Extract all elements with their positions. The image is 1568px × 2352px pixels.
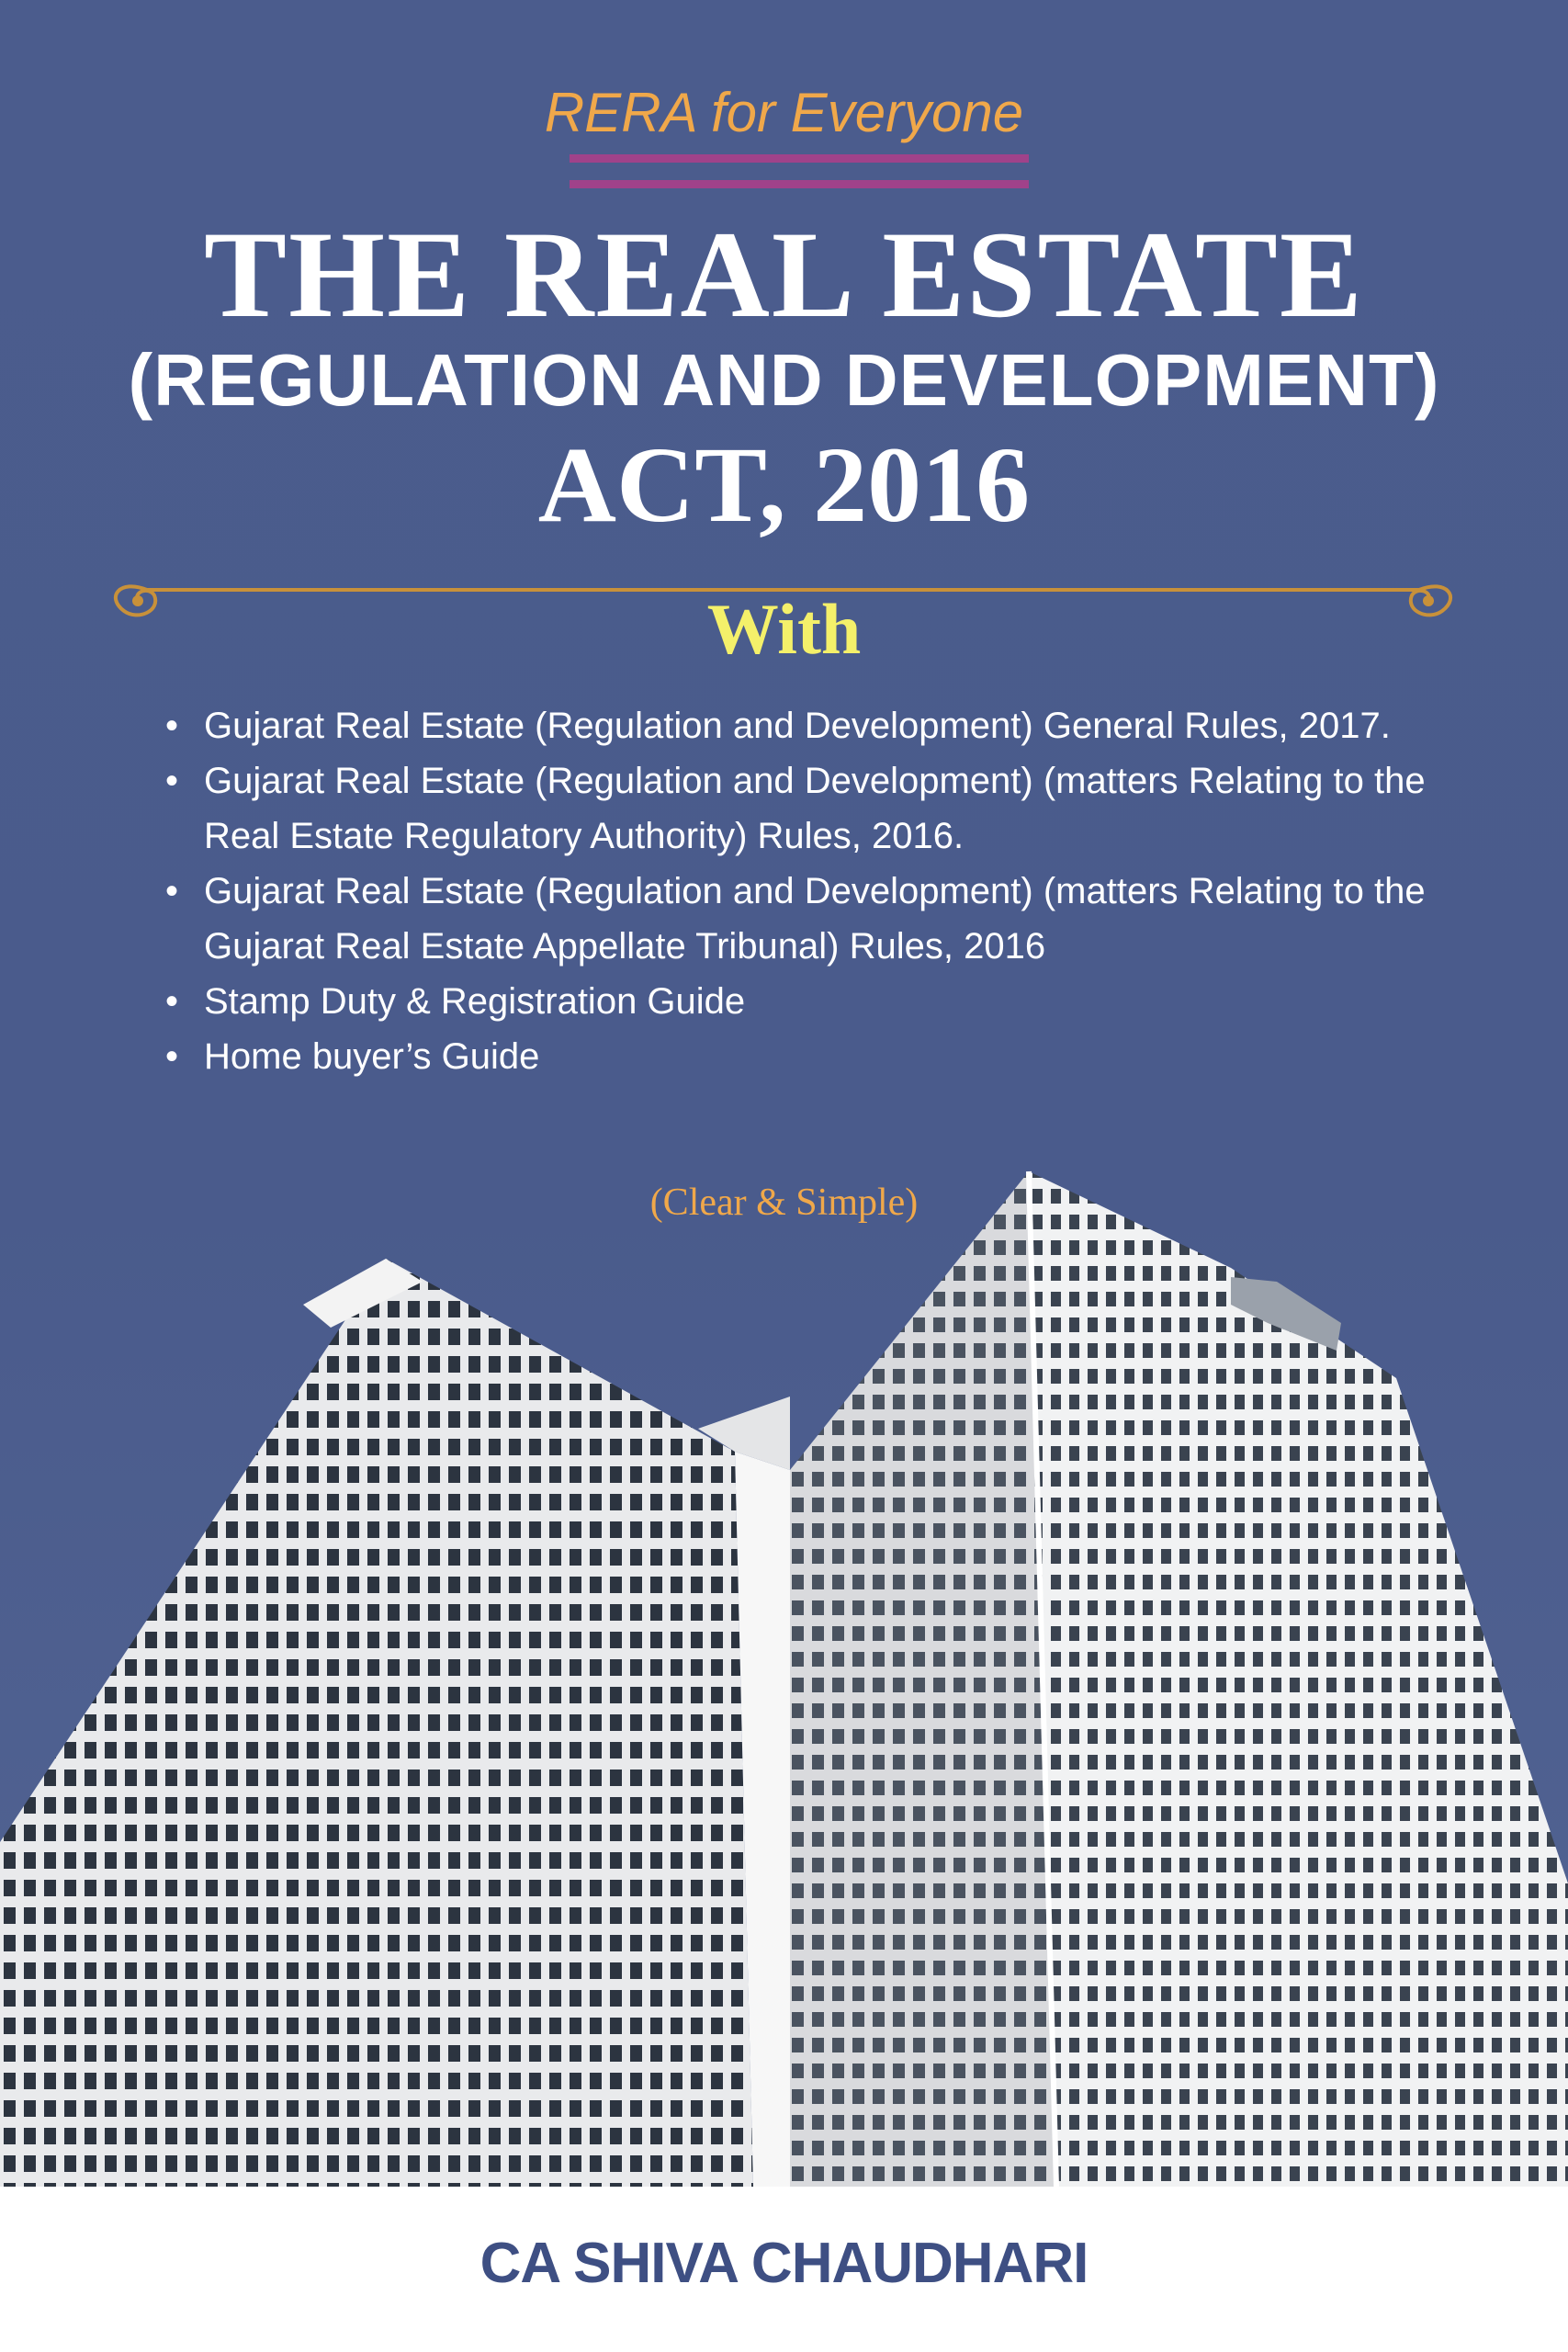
with-label: With <box>706 589 862 669</box>
title-line-2: (REGULATION AND DEVELOPMENT) <box>128 339 1440 421</box>
list-item <box>165 864 1488 974</box>
list-item <box>165 698 1488 753</box>
list-item-text: Gujarat Real Estate (Regulation and Development) (matters Relating to the Real Estate Regulatory Authority) Rules, 2016. <box>204 761 1426 856</box>
right-tower-left-face <box>790 1171 1056 2187</box>
list-item-text: Gujarat Real Estate (Regulation and Development) (matters Relating to the Gujarat Real Estate Appellate Tribunal) Rules, 2016 <box>204 871 1426 967</box>
contents-list <box>165 698 1488 1084</box>
bullet-dot-icon: • <box>165 1036 179 1077</box>
tagline-rule-bottom <box>570 180 1029 188</box>
author-name: CA SHIVA CHAUDHARI <box>479 2232 1089 2295</box>
list-item-text: Home buyer’s Guide <box>204 1036 540 1077</box>
bullet-dot-icon: • <box>165 871 179 911</box>
left-tower-facade <box>0 1259 753 2187</box>
list-item <box>165 1029 1488 1084</box>
list-item-text: Stamp Duty & Registration Guide <box>204 981 746 1022</box>
tagline-rule-top <box>570 154 1029 163</box>
bullet-dot-icon: • <box>165 706 179 746</box>
title-line-1: THE REAL ESTATE <box>204 207 1364 344</box>
list-item <box>165 974 1488 1029</box>
tagline: RERA for Everyone <box>544 82 1024 143</box>
list-item-text: Gujarat Real Estate (Regulation and Development) General Rules, 2017. <box>204 706 1391 746</box>
bullet-dot-icon: • <box>165 981 179 1022</box>
title-line-3: ACT, 2016 <box>537 424 1031 545</box>
list-item <box>165 753 1488 864</box>
bullet-dot-icon: • <box>165 761 179 801</box>
subtitle: (Clear & Simple) <box>649 1182 919 1224</box>
skyscraper-illustration <box>0 1148 1568 2187</box>
